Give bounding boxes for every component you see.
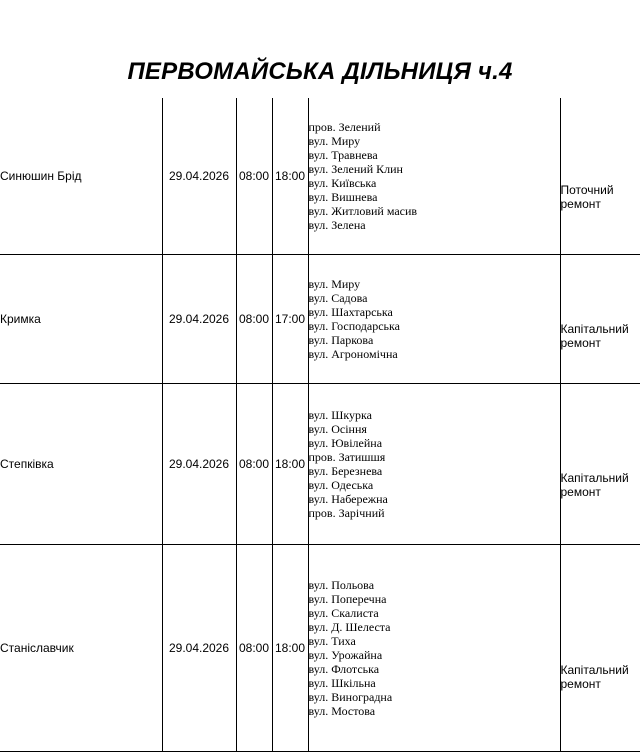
street-item: вул. Виноградна — [308, 690, 393, 704]
village-cell: Кримка — [0, 255, 162, 384]
street-item: вул. Київська — [308, 176, 377, 190]
street-item: вул. Березнева — [308, 464, 383, 478]
date-cell: 29.04.2026 — [162, 384, 236, 545]
work-type-cell: Капітальний ремонт — [560, 545, 640, 752]
end-time-cell: 17:00 — [272, 255, 308, 384]
table-row — [0, 255, 640, 384]
street-item: пров. Зарічний — [308, 506, 385, 520]
street-item: вул. Флотська — [308, 662, 380, 676]
end-time-cell: 18:00 — [272, 98, 308, 255]
street-item: вул. Господарська — [308, 319, 401, 333]
street-item: вул. Осіння — [308, 422, 367, 436]
work-type-cell: Капітальний ремонт — [560, 384, 640, 545]
street-item: пров. Зелений — [308, 120, 381, 134]
date-cell: 29.04.2026 — [162, 98, 236, 255]
street-item: вул. Травнева — [308, 148, 378, 162]
streets-cell — [308, 255, 560, 384]
street-item: вул. Набережна — [308, 492, 388, 506]
street-item: вул. Паркова — [308, 333, 374, 347]
street-item: вул. Садова — [308, 291, 368, 305]
street-item: вул. Д. Шелеста — [308, 620, 391, 634]
street-item: вул. Житловий масив — [308, 204, 418, 218]
table-row — [0, 384, 640, 545]
street-item: вул. Ювілейна — [308, 436, 383, 450]
street-item: вул. Шкурка — [308, 408, 372, 422]
start-time-cell: 08:00 — [236, 384, 272, 545]
street-item: вул. Тиха — [308, 634, 356, 648]
street-item: вул. Зелена — [308, 218, 366, 232]
table-row — [0, 545, 640, 752]
street-item: вул. Вишнева — [308, 190, 378, 204]
date-cell: 29.04.2026 — [162, 545, 236, 752]
street-item: вул. Агрономічна — [308, 347, 398, 361]
start-time-cell: 08:00 — [236, 98, 272, 255]
street-item: вул. Поперечна — [308, 592, 387, 606]
streets-cell — [308, 384, 560, 545]
street-item: вул. Урожайна — [308, 648, 383, 662]
work-type-cell: Капітальний ремонт — [560, 255, 640, 384]
streets-cell — [308, 545, 560, 752]
table-row — [0, 98, 640, 255]
street-item: вул. Шкільна — [308, 676, 376, 690]
street-item: вул. Скалиста — [308, 606, 379, 620]
street-item: вул. Зелений Клин — [308, 162, 403, 176]
street-item: вул. Миру — [308, 134, 361, 148]
street-item: вул. Шахтарська — [308, 305, 393, 319]
street-item: вул. Мостова — [308, 704, 376, 718]
streets-cell — [308, 98, 560, 255]
village-cell: Станіславчик — [0, 545, 162, 752]
street-item: вул. Польова — [308, 578, 375, 592]
start-time-cell: 08:00 — [236, 255, 272, 384]
date-cell: 29.04.2026 — [162, 255, 236, 384]
outage-schedule-table — [0, 98, 640, 752]
village-cell: Синюшин Брід — [0, 98, 162, 255]
end-time-cell: 18:00 — [272, 545, 308, 752]
village-cell: Степківка — [0, 384, 162, 545]
street-item: пров. Затишшя — [308, 450, 386, 464]
work-type-cell: Поточний ремонт — [560, 98, 640, 255]
end-time-cell: 18:00 — [272, 384, 308, 545]
street-item: вул. Одеська — [308, 478, 374, 492]
page-title: ПЕРВОМАЙСЬКА ДІЛЬНИЦЯ ч.4 — [127, 58, 513, 85]
street-item: вул. Миру — [308, 277, 361, 291]
start-time-cell: 08:00 — [236, 545, 272, 752]
